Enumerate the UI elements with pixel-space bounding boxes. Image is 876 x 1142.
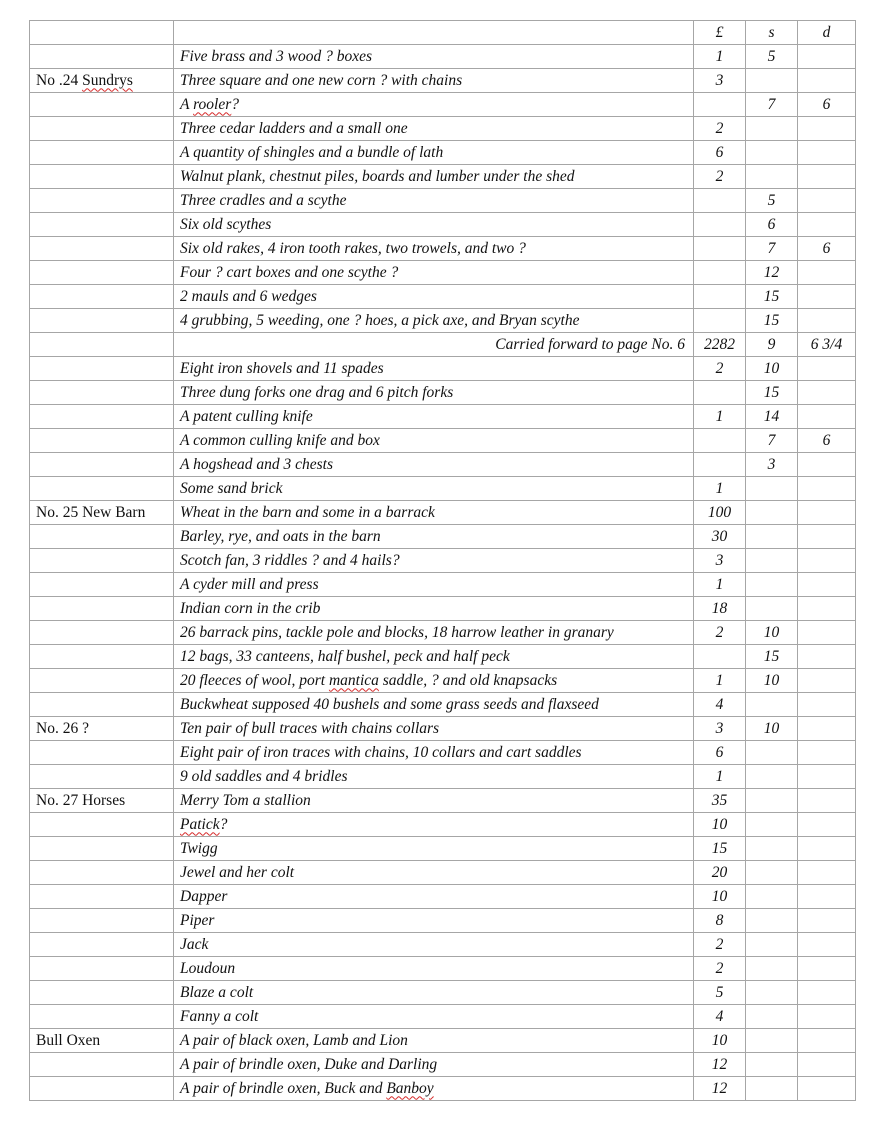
table-row <box>30 837 856 861</box>
table-row <box>30 381 856 405</box>
pence-cell <box>798 261 856 285</box>
table-row <box>30 573 856 597</box>
shillings-cell <box>746 525 798 549</box>
section-label-flagged: Sundrys <box>82 71 133 89</box>
pounds-cell: 12 <box>694 1053 746 1077</box>
pence-cell: 6 <box>798 429 856 453</box>
table-row <box>30 909 856 933</box>
description-cell: Wheat in the barn and some in a barrack <box>174 501 694 525</box>
description-text: ? <box>231 95 240 113</box>
description-cell: 2 mauls and 6 wedges <box>174 285 694 309</box>
flagged-word: rooler <box>193 95 232 113</box>
pounds-cell: 3 <box>694 549 746 573</box>
inventory-body <box>30 21 856 1101</box>
pence-cell <box>798 117 856 141</box>
shillings-cell <box>746 957 798 981</box>
section-cell <box>30 837 174 861</box>
description-cell: Some sand brick <box>174 477 694 501</box>
table-row <box>30 717 856 741</box>
table-row <box>30 477 856 501</box>
pence-cell <box>798 765 856 789</box>
table-row <box>30 69 856 93</box>
description-cell: Walnut plank, chestnut piles, boards and lumber under the shed <box>174 165 694 189</box>
table-row <box>30 1053 856 1077</box>
table-row <box>30 165 856 189</box>
pence-cell <box>798 717 856 741</box>
shillings-cell <box>746 477 798 501</box>
description-cell: Dapper <box>174 885 694 909</box>
description-cell: Eight pair of iron traces with chains, 10 collars and cart saddles <box>174 741 694 765</box>
description-text: A <box>180 95 194 113</box>
shillings-cell: 9 <box>746 333 798 357</box>
section-cell <box>30 933 174 957</box>
pence-cell <box>798 141 856 165</box>
section-cell <box>30 621 174 645</box>
pounds-cell: 3 <box>694 717 746 741</box>
description-cell: Six old scythes <box>174 213 694 237</box>
section-cell <box>30 357 174 381</box>
pence-cell: 6 <box>798 93 856 117</box>
table-row <box>30 669 856 693</box>
description-cell: Barley, rye, and oats in the barn <box>174 525 694 549</box>
description-cell: Fanny a colt <box>174 1005 694 1029</box>
shillings-cell: 10 <box>746 357 798 381</box>
table-row <box>30 1005 856 1029</box>
section-cell <box>30 1077 174 1101</box>
pence-cell <box>798 165 856 189</box>
pounds-cell: 1 <box>694 573 746 597</box>
shillings-cell <box>746 165 798 189</box>
description-cell: A common culling knife and box <box>174 429 694 453</box>
table-row <box>30 645 856 669</box>
pence-cell <box>798 309 856 333</box>
description-text: 20 fleeces of wool, port <box>180 671 329 689</box>
pounds-cell: 6 <box>694 141 746 165</box>
description-cell: A quantity of shingles and a bundle of lath <box>174 141 694 165</box>
header-pounds: £ <box>694 21 746 45</box>
pence-cell <box>798 381 856 405</box>
pence-cell <box>798 597 856 621</box>
description-text: saddle, ? and old knapsacks <box>378 671 558 689</box>
table-row <box>30 765 856 789</box>
pence-cell <box>798 285 856 309</box>
pounds-cell: 6 <box>694 741 746 765</box>
section-cell <box>30 957 174 981</box>
description-cell: A hogshead and 3 chests <box>174 453 694 477</box>
section-cell <box>30 909 174 933</box>
description-cell: 4 grubbing, 5 weeding, one ? hoes, a pick axe, and Bryan scythe <box>174 309 694 333</box>
section-cell <box>30 573 174 597</box>
shillings-cell: 15 <box>746 381 798 405</box>
pounds-cell: 10 <box>694 1029 746 1053</box>
shillings-cell: 10 <box>746 717 798 741</box>
table-row <box>30 885 856 909</box>
pounds-cell: 10 <box>694 813 746 837</box>
section-cell <box>30 117 174 141</box>
table-row <box>30 405 856 429</box>
pounds-cell: 30 <box>694 525 746 549</box>
pounds-cell: 3 <box>694 69 746 93</box>
pence-cell <box>798 861 856 885</box>
table-row <box>30 117 856 141</box>
description-cell: Piper <box>174 909 694 933</box>
description-cell <box>174 669 694 693</box>
pounds-cell: 1 <box>694 669 746 693</box>
pence-cell <box>798 981 856 1005</box>
pounds-cell <box>694 93 746 117</box>
description-cell: Merry Tom a stallion <box>174 789 694 813</box>
pence-cell <box>798 573 856 597</box>
section-cell <box>30 405 174 429</box>
shillings-cell: 7 <box>746 93 798 117</box>
section-cell <box>30 645 174 669</box>
pence-cell <box>798 69 856 93</box>
shillings-cell <box>746 765 798 789</box>
description-cell: Ten pair of bull traces with chains collars <box>174 717 694 741</box>
description-cell: A cyder mill and press <box>174 573 694 597</box>
description-cell: Eight iron shovels and 11 spades <box>174 357 694 381</box>
table-row <box>30 621 856 645</box>
pence-cell <box>798 621 856 645</box>
section-cell: Bull Oxen <box>30 1029 174 1053</box>
pounds-cell: 35 <box>694 789 746 813</box>
description-cell: Scotch fan, 3 riddles ? and 4 hails? <box>174 549 694 573</box>
table-row <box>30 813 856 837</box>
pence-cell <box>798 789 856 813</box>
shillings-cell <box>746 981 798 1005</box>
table-row <box>30 285 856 309</box>
section-cell <box>30 669 174 693</box>
section-cell <box>30 213 174 237</box>
section-cell <box>30 141 174 165</box>
pence-cell: 6 3/4 <box>798 333 856 357</box>
shillings-cell: 10 <box>746 621 798 645</box>
section-cell <box>30 309 174 333</box>
description-cell: Six old rakes, 4 iron tooth rakes, two trowels, and two ? <box>174 237 694 261</box>
shillings-cell: 3 <box>746 453 798 477</box>
table-row <box>30 933 856 957</box>
pence-cell <box>798 453 856 477</box>
table-row <box>30 189 856 213</box>
description-cell: Carried forward to page No. 6 <box>174 333 694 357</box>
shillings-cell <box>746 693 798 717</box>
pounds-cell <box>694 429 746 453</box>
shillings-cell: 6 <box>746 213 798 237</box>
pounds-cell: 5 <box>694 981 746 1005</box>
description-text: ? <box>219 815 228 833</box>
table-row <box>30 45 856 69</box>
shillings-cell <box>746 861 798 885</box>
section-cell: No. 26 ? <box>30 717 174 741</box>
pounds-cell <box>694 309 746 333</box>
flagged-word: Banboy <box>386 1079 434 1097</box>
section-cell <box>30 189 174 213</box>
table-row <box>30 333 856 357</box>
table-row <box>30 789 856 813</box>
shillings-cell <box>746 1029 798 1053</box>
description-cell: Buckwheat supposed 40 bushels and some grass seeds and flaxseed <box>174 693 694 717</box>
pence-cell <box>798 189 856 213</box>
section-cell <box>30 525 174 549</box>
description-cell: Loudoun <box>174 957 694 981</box>
pounds-cell: 1 <box>694 45 746 69</box>
section-cell <box>30 237 174 261</box>
pence-cell <box>798 645 856 669</box>
pence-cell <box>798 501 856 525</box>
section-label: No .24 <box>36 71 83 89</box>
pence-cell <box>798 525 856 549</box>
pounds-cell: 15 <box>694 837 746 861</box>
header-pence: d <box>798 21 856 45</box>
pence-cell <box>798 693 856 717</box>
shillings-cell: 14 <box>746 405 798 429</box>
description-cell: Twigg <box>174 837 694 861</box>
header-shillings: s <box>746 21 798 45</box>
description-cell: Three cradles and a scythe <box>174 189 694 213</box>
table-row <box>30 741 856 765</box>
pounds-cell <box>694 381 746 405</box>
pounds-cell: 8 <box>694 909 746 933</box>
shillings-cell <box>746 837 798 861</box>
table-row <box>30 957 856 981</box>
table-row <box>30 693 856 717</box>
description-cell: 12 bags, 33 canteens, half bushel, peck and half peck <box>174 645 694 669</box>
pounds-cell: 18 <box>694 597 746 621</box>
pounds-cell: 20 <box>694 861 746 885</box>
pence-cell <box>798 477 856 501</box>
description-cell: 9 old saddles and 4 bridles <box>174 765 694 789</box>
pence-cell <box>798 405 856 429</box>
section-cell <box>30 477 174 501</box>
shillings-cell: 5 <box>746 45 798 69</box>
table-row <box>30 93 856 117</box>
pounds-cell <box>694 189 746 213</box>
pence-cell <box>798 1005 856 1029</box>
shillings-cell <box>746 789 798 813</box>
shillings-cell: 15 <box>746 285 798 309</box>
description-text: A pair of brindle oxen, Buck and <box>180 1079 387 1097</box>
shillings-cell <box>746 885 798 909</box>
section-cell <box>30 549 174 573</box>
pence-cell <box>798 885 856 909</box>
table-row <box>30 357 856 381</box>
pence-cell <box>798 1053 856 1077</box>
description-cell: Jack <box>174 933 694 957</box>
shillings-cell: 10 <box>746 669 798 693</box>
shillings-cell: 7 <box>746 237 798 261</box>
table-row <box>30 981 856 1005</box>
pence-cell: 6 <box>798 237 856 261</box>
header-description-cell <box>174 21 694 45</box>
pounds-cell: 4 <box>694 693 746 717</box>
section-cell <box>30 381 174 405</box>
table-row <box>30 525 856 549</box>
description-cell: Three cedar ladders and a small one <box>174 117 694 141</box>
table-row <box>30 453 856 477</box>
pounds-cell: 2 <box>694 165 746 189</box>
shillings-cell <box>746 813 798 837</box>
shillings-cell: 5 <box>746 189 798 213</box>
shillings-cell <box>746 501 798 525</box>
section-cell <box>30 1053 174 1077</box>
pence-cell <box>798 837 856 861</box>
pence-cell <box>798 45 856 69</box>
section-cell <box>30 1005 174 1029</box>
table-row <box>30 501 856 525</box>
description-cell: A pair of brindle oxen, Duke and Darling <box>174 1053 694 1077</box>
pounds-cell: 2 <box>694 621 746 645</box>
table-row <box>30 237 856 261</box>
table-row <box>30 549 856 573</box>
section-cell <box>30 165 174 189</box>
table-row <box>30 597 856 621</box>
section-cell <box>30 93 174 117</box>
table-row <box>30 1029 856 1053</box>
pence-cell <box>798 213 856 237</box>
pounds-cell: 10 <box>694 885 746 909</box>
section-cell <box>30 981 174 1005</box>
section-cell <box>30 741 174 765</box>
shillings-cell: 7 <box>746 429 798 453</box>
shillings-cell <box>746 69 798 93</box>
shillings-cell <box>746 909 798 933</box>
shillings-cell <box>746 141 798 165</box>
pounds-cell: 12 <box>694 1077 746 1101</box>
table-row <box>30 1077 856 1101</box>
section-cell <box>30 69 174 93</box>
description-cell <box>174 813 694 837</box>
section-cell <box>30 333 174 357</box>
description-cell <box>174 93 694 117</box>
section-cell <box>30 861 174 885</box>
pounds-cell <box>694 213 746 237</box>
pence-cell <box>798 669 856 693</box>
table-row <box>30 309 856 333</box>
description-cell: Jewel and her colt <box>174 861 694 885</box>
flagged-word: mantica <box>328 671 379 689</box>
shillings-cell: 12 <box>746 261 798 285</box>
shillings-cell: 15 <box>746 645 798 669</box>
pence-cell <box>798 909 856 933</box>
pence-cell <box>798 741 856 765</box>
shillings-cell <box>746 573 798 597</box>
shillings-cell <box>746 597 798 621</box>
header-section-cell <box>30 21 174 45</box>
pence-cell <box>798 1077 856 1101</box>
inventory-table <box>29 20 856 1101</box>
pence-cell <box>798 813 856 837</box>
description-cell: A pair of black oxen, Lamb and Lion <box>174 1029 694 1053</box>
shillings-cell <box>746 1053 798 1077</box>
pence-cell <box>798 1029 856 1053</box>
section-cell <box>30 45 174 69</box>
pounds-cell: 2282 <box>694 333 746 357</box>
pounds-cell <box>694 261 746 285</box>
shillings-cell: 15 <box>746 309 798 333</box>
inventory-sheet <box>29 20 856 1101</box>
pounds-cell: 4 <box>694 1005 746 1029</box>
section-cell <box>30 285 174 309</box>
section-cell <box>30 693 174 717</box>
pounds-cell: 1 <box>694 405 746 429</box>
table-row <box>30 261 856 285</box>
description-cell: Three dung forks one drag and 6 pitch forks <box>174 381 694 405</box>
pence-cell <box>798 957 856 981</box>
section-cell <box>30 765 174 789</box>
pounds-cell <box>694 237 746 261</box>
description-cell: Indian corn in the crib <box>174 597 694 621</box>
description-cell: A patent culling knife <box>174 405 694 429</box>
pounds-cell: 2 <box>694 117 746 141</box>
pounds-cell: 2 <box>694 357 746 381</box>
pence-cell <box>798 357 856 381</box>
pence-cell <box>798 933 856 957</box>
description-cell: Four ? cart boxes and one scythe ? <box>174 261 694 285</box>
shillings-cell <box>746 1077 798 1101</box>
shillings-cell <box>746 117 798 141</box>
section-cell <box>30 453 174 477</box>
table-row <box>30 861 856 885</box>
pence-cell <box>798 549 856 573</box>
description-cell: Three square and one new corn ? with chains <box>174 69 694 93</box>
section-cell <box>30 885 174 909</box>
section-cell: No. 25 New Barn <box>30 501 174 525</box>
pounds-cell: 100 <box>694 501 746 525</box>
description-cell: Blaze a colt <box>174 981 694 1005</box>
pounds-cell <box>694 453 746 477</box>
description-cell <box>174 1077 694 1101</box>
pounds-cell <box>694 285 746 309</box>
description-cell: Five brass and 3 wood ? boxes <box>174 45 694 69</box>
pounds-cell: 1 <box>694 477 746 501</box>
pounds-cell: 1 <box>694 765 746 789</box>
flagged-word: Patick <box>180 815 220 833</box>
shillings-cell <box>746 1005 798 1029</box>
section-cell <box>30 597 174 621</box>
pounds-cell: 2 <box>694 957 746 981</box>
shillings-cell <box>746 741 798 765</box>
table-row <box>30 141 856 165</box>
pounds-cell: 2 <box>694 933 746 957</box>
header-row <box>30 21 856 45</box>
shillings-cell <box>746 549 798 573</box>
section-cell <box>30 813 174 837</box>
shillings-cell <box>746 933 798 957</box>
section-cell: No. 27 Horses <box>30 789 174 813</box>
description-cell: 26 barrack pins, tackle pole and blocks, 18 harrow leather in granary <box>174 621 694 645</box>
section-cell <box>30 261 174 285</box>
table-row <box>30 213 856 237</box>
pounds-cell <box>694 645 746 669</box>
section-cell <box>30 429 174 453</box>
table-row <box>30 429 856 453</box>
